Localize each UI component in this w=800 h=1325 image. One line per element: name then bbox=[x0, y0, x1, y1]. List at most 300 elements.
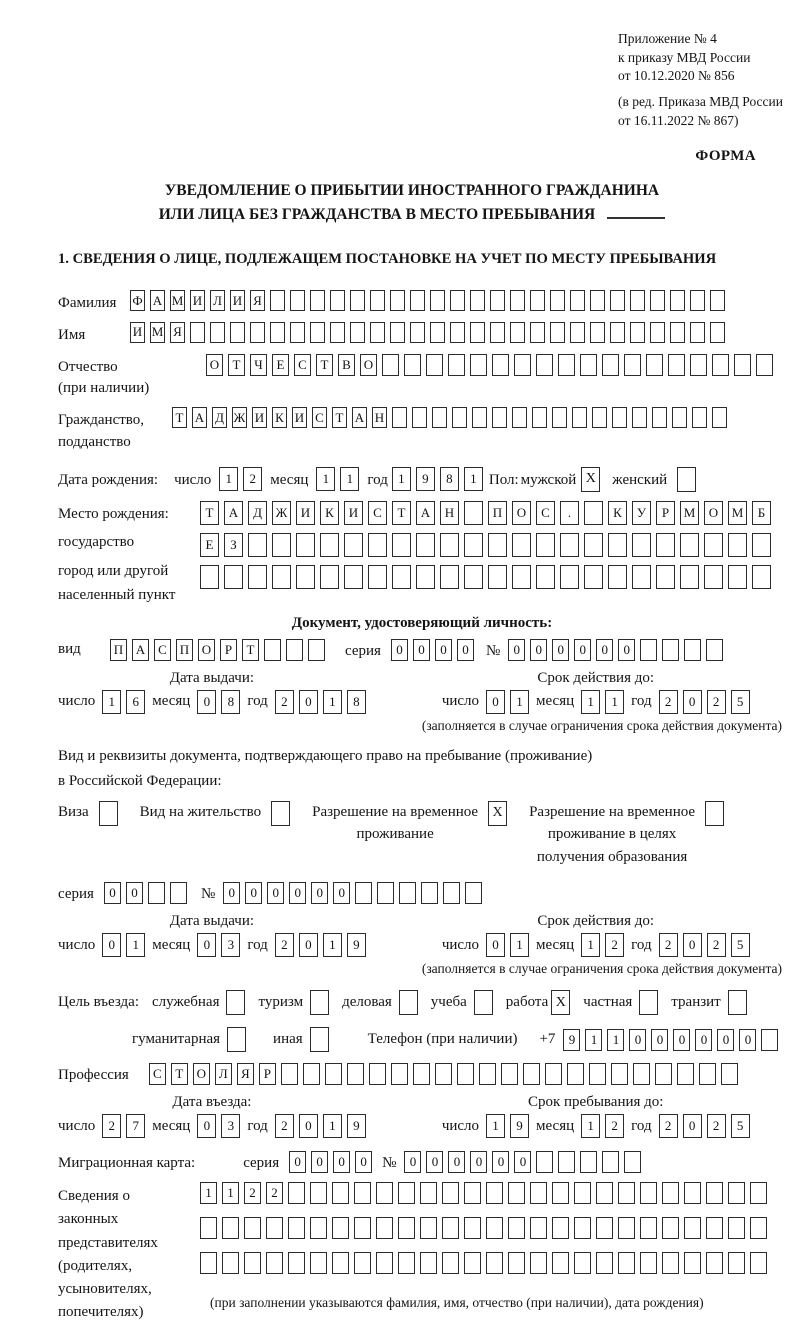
char-cell[interactable]: 0 bbox=[486, 933, 505, 957]
char-cell[interactable]: 0 bbox=[492, 1151, 509, 1173]
char-cell[interactable] bbox=[602, 1151, 619, 1173]
char-cell[interactable] bbox=[368, 533, 387, 557]
char-cell[interactable] bbox=[584, 501, 603, 525]
char-cell[interactable] bbox=[728, 533, 747, 557]
char-cell[interactable]: 1 bbox=[102, 690, 121, 714]
char-cell[interactable]: 0 bbox=[245, 882, 262, 904]
char-cell[interactable]: 1 bbox=[323, 1114, 342, 1138]
char-cell[interactable] bbox=[734, 354, 751, 376]
char-cell[interactable] bbox=[442, 1252, 459, 1274]
char-cell[interactable] bbox=[618, 1217, 635, 1239]
char-cell[interactable]: 2 bbox=[605, 1114, 624, 1138]
char-cell[interactable] bbox=[650, 322, 665, 343]
char-cell[interactable] bbox=[512, 565, 531, 589]
char-cell[interactable] bbox=[552, 1217, 569, 1239]
char-cell[interactable] bbox=[244, 1252, 261, 1274]
char-cell[interactable]: П bbox=[488, 501, 507, 525]
char-cell[interactable]: С bbox=[154, 639, 171, 661]
char-cell[interactable] bbox=[420, 1252, 437, 1274]
char-cell[interactable] bbox=[552, 1182, 569, 1204]
char-cell[interactable] bbox=[330, 290, 345, 311]
char-cell[interactable] bbox=[536, 533, 555, 557]
char-cell[interactable] bbox=[332, 1217, 349, 1239]
char-cell[interactable]: 0 bbox=[683, 690, 702, 714]
char-cell[interactable] bbox=[750, 1252, 767, 1274]
char-cell[interactable] bbox=[552, 1252, 569, 1274]
char-cell[interactable]: З bbox=[224, 533, 243, 557]
char-cell[interactable]: 0 bbox=[413, 639, 430, 661]
char-cell[interactable]: . bbox=[560, 501, 579, 525]
char-cell[interactable]: Я bbox=[250, 290, 265, 311]
char-cell[interactable] bbox=[580, 354, 597, 376]
char-cell[interactable]: Р bbox=[220, 639, 237, 661]
char-cell[interactable] bbox=[552, 407, 567, 428]
char-cell[interactable] bbox=[560, 565, 579, 589]
char-cell[interactable]: Ф bbox=[130, 290, 145, 311]
char-cell[interactable] bbox=[350, 290, 365, 311]
char-cell[interactable] bbox=[296, 533, 315, 557]
char-cell[interactable]: 0 bbox=[514, 1151, 531, 1173]
char-cell[interactable] bbox=[390, 322, 405, 343]
char-cell[interactable]: 0 bbox=[404, 1151, 421, 1173]
char-cell[interactable] bbox=[677, 1063, 694, 1085]
char-cell[interactable]: Н bbox=[372, 407, 387, 428]
char-cell[interactable] bbox=[523, 1063, 540, 1085]
char-cell[interactable]: 1 bbox=[607, 1029, 624, 1051]
char-cell[interactable]: А bbox=[150, 290, 165, 311]
char-cell[interactable] bbox=[443, 882, 460, 904]
char-cell[interactable] bbox=[148, 882, 165, 904]
char-cell[interactable] bbox=[530, 1217, 547, 1239]
char-cell[interactable]: X bbox=[488, 801, 507, 826]
char-cell[interactable] bbox=[369, 1063, 386, 1085]
char-cell[interactable] bbox=[470, 290, 485, 311]
char-cell[interactable] bbox=[450, 322, 465, 343]
char-cell[interactable] bbox=[510, 290, 525, 311]
char-cell[interactable]: М bbox=[680, 501, 699, 525]
char-cell[interactable] bbox=[721, 1063, 738, 1085]
char-cell[interactable]: 0 bbox=[102, 933, 121, 957]
char-cell[interactable]: А bbox=[192, 407, 207, 428]
char-cell[interactable] bbox=[440, 533, 459, 557]
char-cell[interactable] bbox=[99, 801, 118, 826]
char-cell[interactable]: Я bbox=[237, 1063, 254, 1085]
char-cell[interactable]: А bbox=[352, 407, 367, 428]
char-cell[interactable] bbox=[712, 407, 727, 428]
char-cell[interactable]: 1 bbox=[486, 1114, 505, 1138]
char-cell[interactable]: 0 bbox=[197, 933, 216, 957]
char-cell[interactable]: X bbox=[551, 990, 570, 1015]
char-cell[interactable]: 2 bbox=[605, 933, 624, 957]
char-cell[interactable] bbox=[672, 407, 687, 428]
char-cell[interactable]: 0 bbox=[683, 933, 702, 957]
char-cell[interactable] bbox=[486, 1217, 503, 1239]
char-cell[interactable] bbox=[680, 533, 699, 557]
char-cell[interactable] bbox=[435, 1063, 452, 1085]
char-cell[interactable]: 1 bbox=[200, 1182, 217, 1204]
char-cell[interactable] bbox=[442, 1182, 459, 1204]
char-cell[interactable] bbox=[488, 533, 507, 557]
char-cell[interactable]: 0 bbox=[651, 1029, 668, 1051]
char-cell[interactable] bbox=[670, 322, 685, 343]
char-cell[interactable] bbox=[430, 322, 445, 343]
char-cell[interactable] bbox=[639, 990, 658, 1015]
char-cell[interactable] bbox=[570, 290, 585, 311]
char-cell[interactable]: 0 bbox=[673, 1029, 690, 1051]
char-cell[interactable] bbox=[392, 407, 407, 428]
char-cell[interactable] bbox=[250, 322, 265, 343]
char-cell[interactable]: О bbox=[193, 1063, 210, 1085]
char-cell[interactable]: 1 bbox=[222, 1182, 239, 1204]
char-cell[interactable]: 0 bbox=[457, 639, 474, 661]
char-cell[interactable] bbox=[270, 290, 285, 311]
char-cell[interactable]: Б bbox=[752, 501, 771, 525]
char-cell[interactable]: 1 bbox=[323, 690, 342, 714]
char-cell[interactable] bbox=[310, 1217, 327, 1239]
char-cell[interactable] bbox=[728, 1217, 745, 1239]
char-cell[interactable] bbox=[190, 322, 205, 343]
char-cell[interactable]: 2 bbox=[275, 1114, 294, 1138]
char-cell[interactable]: 2 bbox=[266, 1182, 283, 1204]
char-cell[interactable]: 9 bbox=[347, 933, 366, 957]
char-cell[interactable] bbox=[710, 290, 725, 311]
char-cell[interactable] bbox=[630, 322, 645, 343]
char-cell[interactable]: А bbox=[132, 639, 149, 661]
char-cell[interactable]: 1 bbox=[316, 467, 335, 491]
char-cell[interactable] bbox=[376, 1252, 393, 1274]
char-cell[interactable] bbox=[596, 1252, 613, 1274]
char-cell[interactable] bbox=[432, 407, 447, 428]
char-cell[interactable]: 2 bbox=[243, 467, 262, 491]
char-cell[interactable]: С bbox=[312, 407, 327, 428]
char-cell[interactable] bbox=[370, 290, 385, 311]
char-cell[interactable]: 2 bbox=[102, 1114, 121, 1138]
char-cell[interactable] bbox=[712, 354, 729, 376]
char-cell[interactable] bbox=[750, 1217, 767, 1239]
char-cell[interactable] bbox=[270, 322, 285, 343]
char-cell[interactable] bbox=[590, 290, 605, 311]
char-cell[interactable] bbox=[589, 1063, 606, 1085]
char-cell[interactable]: 0 bbox=[470, 1151, 487, 1173]
char-cell[interactable] bbox=[670, 290, 685, 311]
char-cell[interactable]: 0 bbox=[391, 639, 408, 661]
char-cell[interactable]: О bbox=[704, 501, 723, 525]
char-cell[interactable] bbox=[310, 1182, 327, 1204]
char-cell[interactable] bbox=[750, 1182, 767, 1204]
char-cell[interactable] bbox=[692, 407, 707, 428]
char-cell[interactable]: С bbox=[368, 501, 387, 525]
char-cell[interactable] bbox=[344, 533, 363, 557]
char-cell[interactable]: И bbox=[230, 290, 245, 311]
char-cell[interactable]: Л bbox=[215, 1063, 232, 1085]
char-cell[interactable] bbox=[706, 1252, 723, 1274]
char-cell[interactable] bbox=[633, 1063, 650, 1085]
char-cell[interactable]: 1 bbox=[510, 933, 529, 957]
char-cell[interactable] bbox=[222, 1252, 239, 1274]
char-cell[interactable] bbox=[530, 1252, 547, 1274]
char-cell[interactable] bbox=[640, 1217, 657, 1239]
char-cell[interactable] bbox=[640, 1252, 657, 1274]
char-cell[interactable] bbox=[656, 565, 675, 589]
char-cell[interactable] bbox=[728, 1182, 745, 1204]
char-cell[interactable] bbox=[420, 1182, 437, 1204]
char-cell[interactable]: 1 bbox=[605, 690, 624, 714]
char-cell[interactable]: 2 bbox=[707, 690, 726, 714]
char-cell[interactable]: Д bbox=[212, 407, 227, 428]
char-cell[interactable]: 0 bbox=[104, 882, 121, 904]
char-cell[interactable]: 0 bbox=[126, 882, 143, 904]
char-cell[interactable] bbox=[421, 882, 438, 904]
char-cell[interactable]: 5 bbox=[731, 933, 750, 957]
char-cell[interactable] bbox=[452, 407, 467, 428]
char-cell[interactable] bbox=[530, 1182, 547, 1204]
char-cell[interactable] bbox=[325, 1063, 342, 1085]
char-cell[interactable] bbox=[464, 501, 483, 525]
char-cell[interactable] bbox=[344, 565, 363, 589]
char-cell[interactable]: Т bbox=[242, 639, 259, 661]
char-cell[interactable] bbox=[474, 990, 493, 1015]
char-cell[interactable] bbox=[756, 354, 773, 376]
char-cell[interactable]: Р bbox=[656, 501, 675, 525]
char-cell[interactable]: Т bbox=[228, 354, 245, 376]
char-cell[interactable] bbox=[640, 1182, 657, 1204]
char-cell[interactable]: И bbox=[296, 501, 315, 525]
char-cell[interactable] bbox=[332, 1182, 349, 1204]
char-cell[interactable]: 0 bbox=[289, 882, 306, 904]
char-cell[interactable] bbox=[590, 322, 605, 343]
char-cell[interactable] bbox=[592, 407, 607, 428]
char-cell[interactable]: 0 bbox=[717, 1029, 734, 1051]
char-cell[interactable] bbox=[376, 1182, 393, 1204]
char-cell[interactable] bbox=[244, 1217, 261, 1239]
char-cell[interactable]: 0 bbox=[739, 1029, 756, 1051]
char-cell[interactable] bbox=[624, 1151, 641, 1173]
char-cell[interactable] bbox=[530, 290, 545, 311]
char-cell[interactable]: 9 bbox=[416, 467, 435, 491]
char-cell[interactable]: 0 bbox=[574, 639, 591, 661]
char-cell[interactable]: 5 bbox=[731, 1114, 750, 1138]
char-cell[interactable] bbox=[536, 354, 553, 376]
char-cell[interactable] bbox=[501, 1063, 518, 1085]
char-cell[interactable]: 2 bbox=[659, 933, 678, 957]
char-cell[interactable]: 2 bbox=[659, 690, 678, 714]
char-cell[interactable] bbox=[354, 1182, 371, 1204]
char-cell[interactable] bbox=[230, 322, 245, 343]
char-cell[interactable]: О bbox=[360, 354, 377, 376]
char-cell[interactable] bbox=[611, 1063, 628, 1085]
char-cell[interactable] bbox=[264, 639, 281, 661]
char-cell[interactable] bbox=[632, 565, 651, 589]
char-cell[interactable] bbox=[390, 290, 405, 311]
char-cell[interactable]: П bbox=[176, 639, 193, 661]
char-cell[interactable]: Д bbox=[248, 501, 267, 525]
char-cell[interactable]: К bbox=[608, 501, 627, 525]
char-cell[interactable] bbox=[310, 290, 325, 311]
char-cell[interactable]: О bbox=[512, 501, 531, 525]
char-cell[interactable]: 2 bbox=[275, 690, 294, 714]
char-cell[interactable] bbox=[612, 407, 627, 428]
char-cell[interactable]: 0 bbox=[448, 1151, 465, 1173]
char-cell[interactable] bbox=[572, 407, 587, 428]
char-cell[interactable]: 0 bbox=[552, 639, 569, 661]
char-cell[interactable] bbox=[266, 1217, 283, 1239]
char-cell[interactable] bbox=[286, 639, 303, 661]
char-cell[interactable] bbox=[227, 1027, 246, 1052]
char-cell[interactable] bbox=[640, 639, 657, 661]
char-cell[interactable] bbox=[684, 1217, 701, 1239]
char-cell[interactable] bbox=[310, 322, 325, 343]
char-cell[interactable] bbox=[420, 1217, 437, 1239]
char-cell[interactable] bbox=[608, 565, 627, 589]
char-cell[interactable]: Ж bbox=[232, 407, 247, 428]
char-cell[interactable] bbox=[706, 1217, 723, 1239]
char-cell[interactable]: 6 bbox=[126, 690, 145, 714]
char-cell[interactable] bbox=[677, 467, 696, 492]
char-cell[interactable] bbox=[662, 1217, 679, 1239]
char-cell[interactable] bbox=[610, 290, 625, 311]
char-cell[interactable]: 3 bbox=[221, 1114, 240, 1138]
char-cell[interactable] bbox=[416, 565, 435, 589]
char-cell[interactable]: 2 bbox=[707, 1114, 726, 1138]
char-cell[interactable]: 0 bbox=[299, 690, 318, 714]
char-cell[interactable] bbox=[512, 407, 527, 428]
char-cell[interactable] bbox=[398, 1217, 415, 1239]
char-cell[interactable] bbox=[706, 1182, 723, 1204]
char-cell[interactable] bbox=[370, 322, 385, 343]
char-cell[interactable] bbox=[382, 354, 399, 376]
char-cell[interactable] bbox=[508, 1217, 525, 1239]
char-cell[interactable] bbox=[652, 407, 667, 428]
char-cell[interactable] bbox=[281, 1063, 298, 1085]
char-cell[interactable] bbox=[170, 882, 187, 904]
char-cell[interactable]: 0 bbox=[435, 639, 452, 661]
char-cell[interactable] bbox=[710, 322, 725, 343]
char-cell[interactable] bbox=[596, 1217, 613, 1239]
char-cell[interactable] bbox=[550, 322, 565, 343]
char-cell[interactable] bbox=[488, 565, 507, 589]
char-cell[interactable] bbox=[632, 407, 647, 428]
char-cell[interactable] bbox=[728, 565, 747, 589]
char-cell[interactable] bbox=[303, 1063, 320, 1085]
char-cell[interactable] bbox=[320, 533, 339, 557]
char-cell[interactable]: 1 bbox=[581, 933, 600, 957]
char-cell[interactable]: Е bbox=[272, 354, 289, 376]
char-cell[interactable] bbox=[288, 1217, 305, 1239]
char-cell[interactable] bbox=[347, 1063, 364, 1085]
char-cell[interactable] bbox=[690, 290, 705, 311]
char-cell[interactable] bbox=[472, 407, 487, 428]
char-cell[interactable] bbox=[514, 354, 531, 376]
char-cell[interactable]: Р bbox=[259, 1063, 276, 1085]
char-cell[interactable]: 2 bbox=[244, 1182, 261, 1204]
char-cell[interactable] bbox=[226, 990, 245, 1015]
char-cell[interactable]: 1 bbox=[126, 933, 145, 957]
char-cell[interactable]: Т bbox=[200, 501, 219, 525]
char-cell[interactable]: 0 bbox=[618, 639, 635, 661]
char-cell[interactable] bbox=[330, 322, 345, 343]
char-cell[interactable] bbox=[440, 565, 459, 589]
char-cell[interactable] bbox=[392, 533, 411, 557]
char-cell[interactable] bbox=[354, 1252, 371, 1274]
char-cell[interactable]: 0 bbox=[695, 1029, 712, 1051]
char-cell[interactable] bbox=[470, 354, 487, 376]
char-cell[interactable] bbox=[752, 533, 771, 557]
char-cell[interactable] bbox=[558, 354, 575, 376]
char-cell[interactable] bbox=[465, 882, 482, 904]
char-cell[interactable] bbox=[399, 990, 418, 1015]
char-cell[interactable] bbox=[656, 533, 675, 557]
char-cell[interactable] bbox=[492, 354, 509, 376]
char-cell[interactable]: Е bbox=[200, 533, 219, 557]
char-cell[interactable]: 9 bbox=[563, 1029, 580, 1051]
char-cell[interactable] bbox=[398, 1252, 415, 1274]
char-cell[interactable] bbox=[596, 1182, 613, 1204]
char-cell[interactable] bbox=[490, 290, 505, 311]
char-cell[interactable]: И bbox=[252, 407, 267, 428]
char-cell[interactable]: М bbox=[728, 501, 747, 525]
char-cell[interactable] bbox=[310, 990, 329, 1015]
char-cell[interactable]: 0 bbox=[486, 690, 505, 714]
char-cell[interactable]: Л bbox=[210, 290, 225, 311]
char-cell[interactable] bbox=[728, 990, 747, 1015]
char-cell[interactable] bbox=[457, 1063, 474, 1085]
char-cell[interactable] bbox=[680, 565, 699, 589]
char-cell[interactable]: Ж bbox=[272, 501, 291, 525]
char-cell[interactable]: 0 bbox=[299, 1114, 318, 1138]
char-cell[interactable] bbox=[668, 354, 685, 376]
char-cell[interactable]: С bbox=[149, 1063, 166, 1085]
char-cell[interactable] bbox=[376, 1217, 393, 1239]
char-cell[interactable]: 9 bbox=[510, 1114, 529, 1138]
char-cell[interactable] bbox=[624, 354, 641, 376]
char-cell[interactable] bbox=[545, 1063, 562, 1085]
char-cell[interactable]: 0 bbox=[299, 933, 318, 957]
char-cell[interactable] bbox=[662, 639, 679, 661]
char-cell[interactable]: И bbox=[130, 322, 145, 343]
char-cell[interactable] bbox=[584, 533, 603, 557]
char-cell[interactable] bbox=[248, 565, 267, 589]
char-cell[interactable]: 9 bbox=[347, 1114, 366, 1138]
char-cell[interactable]: В bbox=[338, 354, 355, 376]
char-cell[interactable]: Н bbox=[440, 501, 459, 525]
char-cell[interactable] bbox=[662, 1182, 679, 1204]
char-cell[interactable] bbox=[271, 801, 290, 826]
char-cell[interactable] bbox=[412, 407, 427, 428]
char-cell[interactable]: К bbox=[320, 501, 339, 525]
char-cell[interactable] bbox=[310, 1027, 329, 1052]
char-cell[interactable] bbox=[580, 1151, 597, 1173]
char-cell[interactable] bbox=[584, 565, 603, 589]
char-cell[interactable] bbox=[610, 322, 625, 343]
char-cell[interactable] bbox=[690, 354, 707, 376]
char-cell[interactable] bbox=[512, 533, 531, 557]
char-cell[interactable]: Т bbox=[172, 407, 187, 428]
char-cell[interactable] bbox=[399, 882, 416, 904]
char-cell[interactable] bbox=[266, 1252, 283, 1274]
char-cell[interactable] bbox=[222, 1217, 239, 1239]
char-cell[interactable]: 1 bbox=[219, 467, 238, 491]
char-cell[interactable]: А bbox=[224, 501, 243, 525]
char-cell[interactable]: 1 bbox=[392, 467, 411, 491]
char-cell[interactable]: 0 bbox=[333, 882, 350, 904]
char-cell[interactable] bbox=[536, 565, 555, 589]
char-cell[interactable] bbox=[448, 354, 465, 376]
char-cell[interactable] bbox=[464, 1182, 481, 1204]
char-cell[interactable]: Ч bbox=[250, 354, 267, 376]
char-cell[interactable] bbox=[310, 1252, 327, 1274]
char-cell[interactable]: 0 bbox=[426, 1151, 443, 1173]
char-cell[interactable]: Т bbox=[392, 501, 411, 525]
